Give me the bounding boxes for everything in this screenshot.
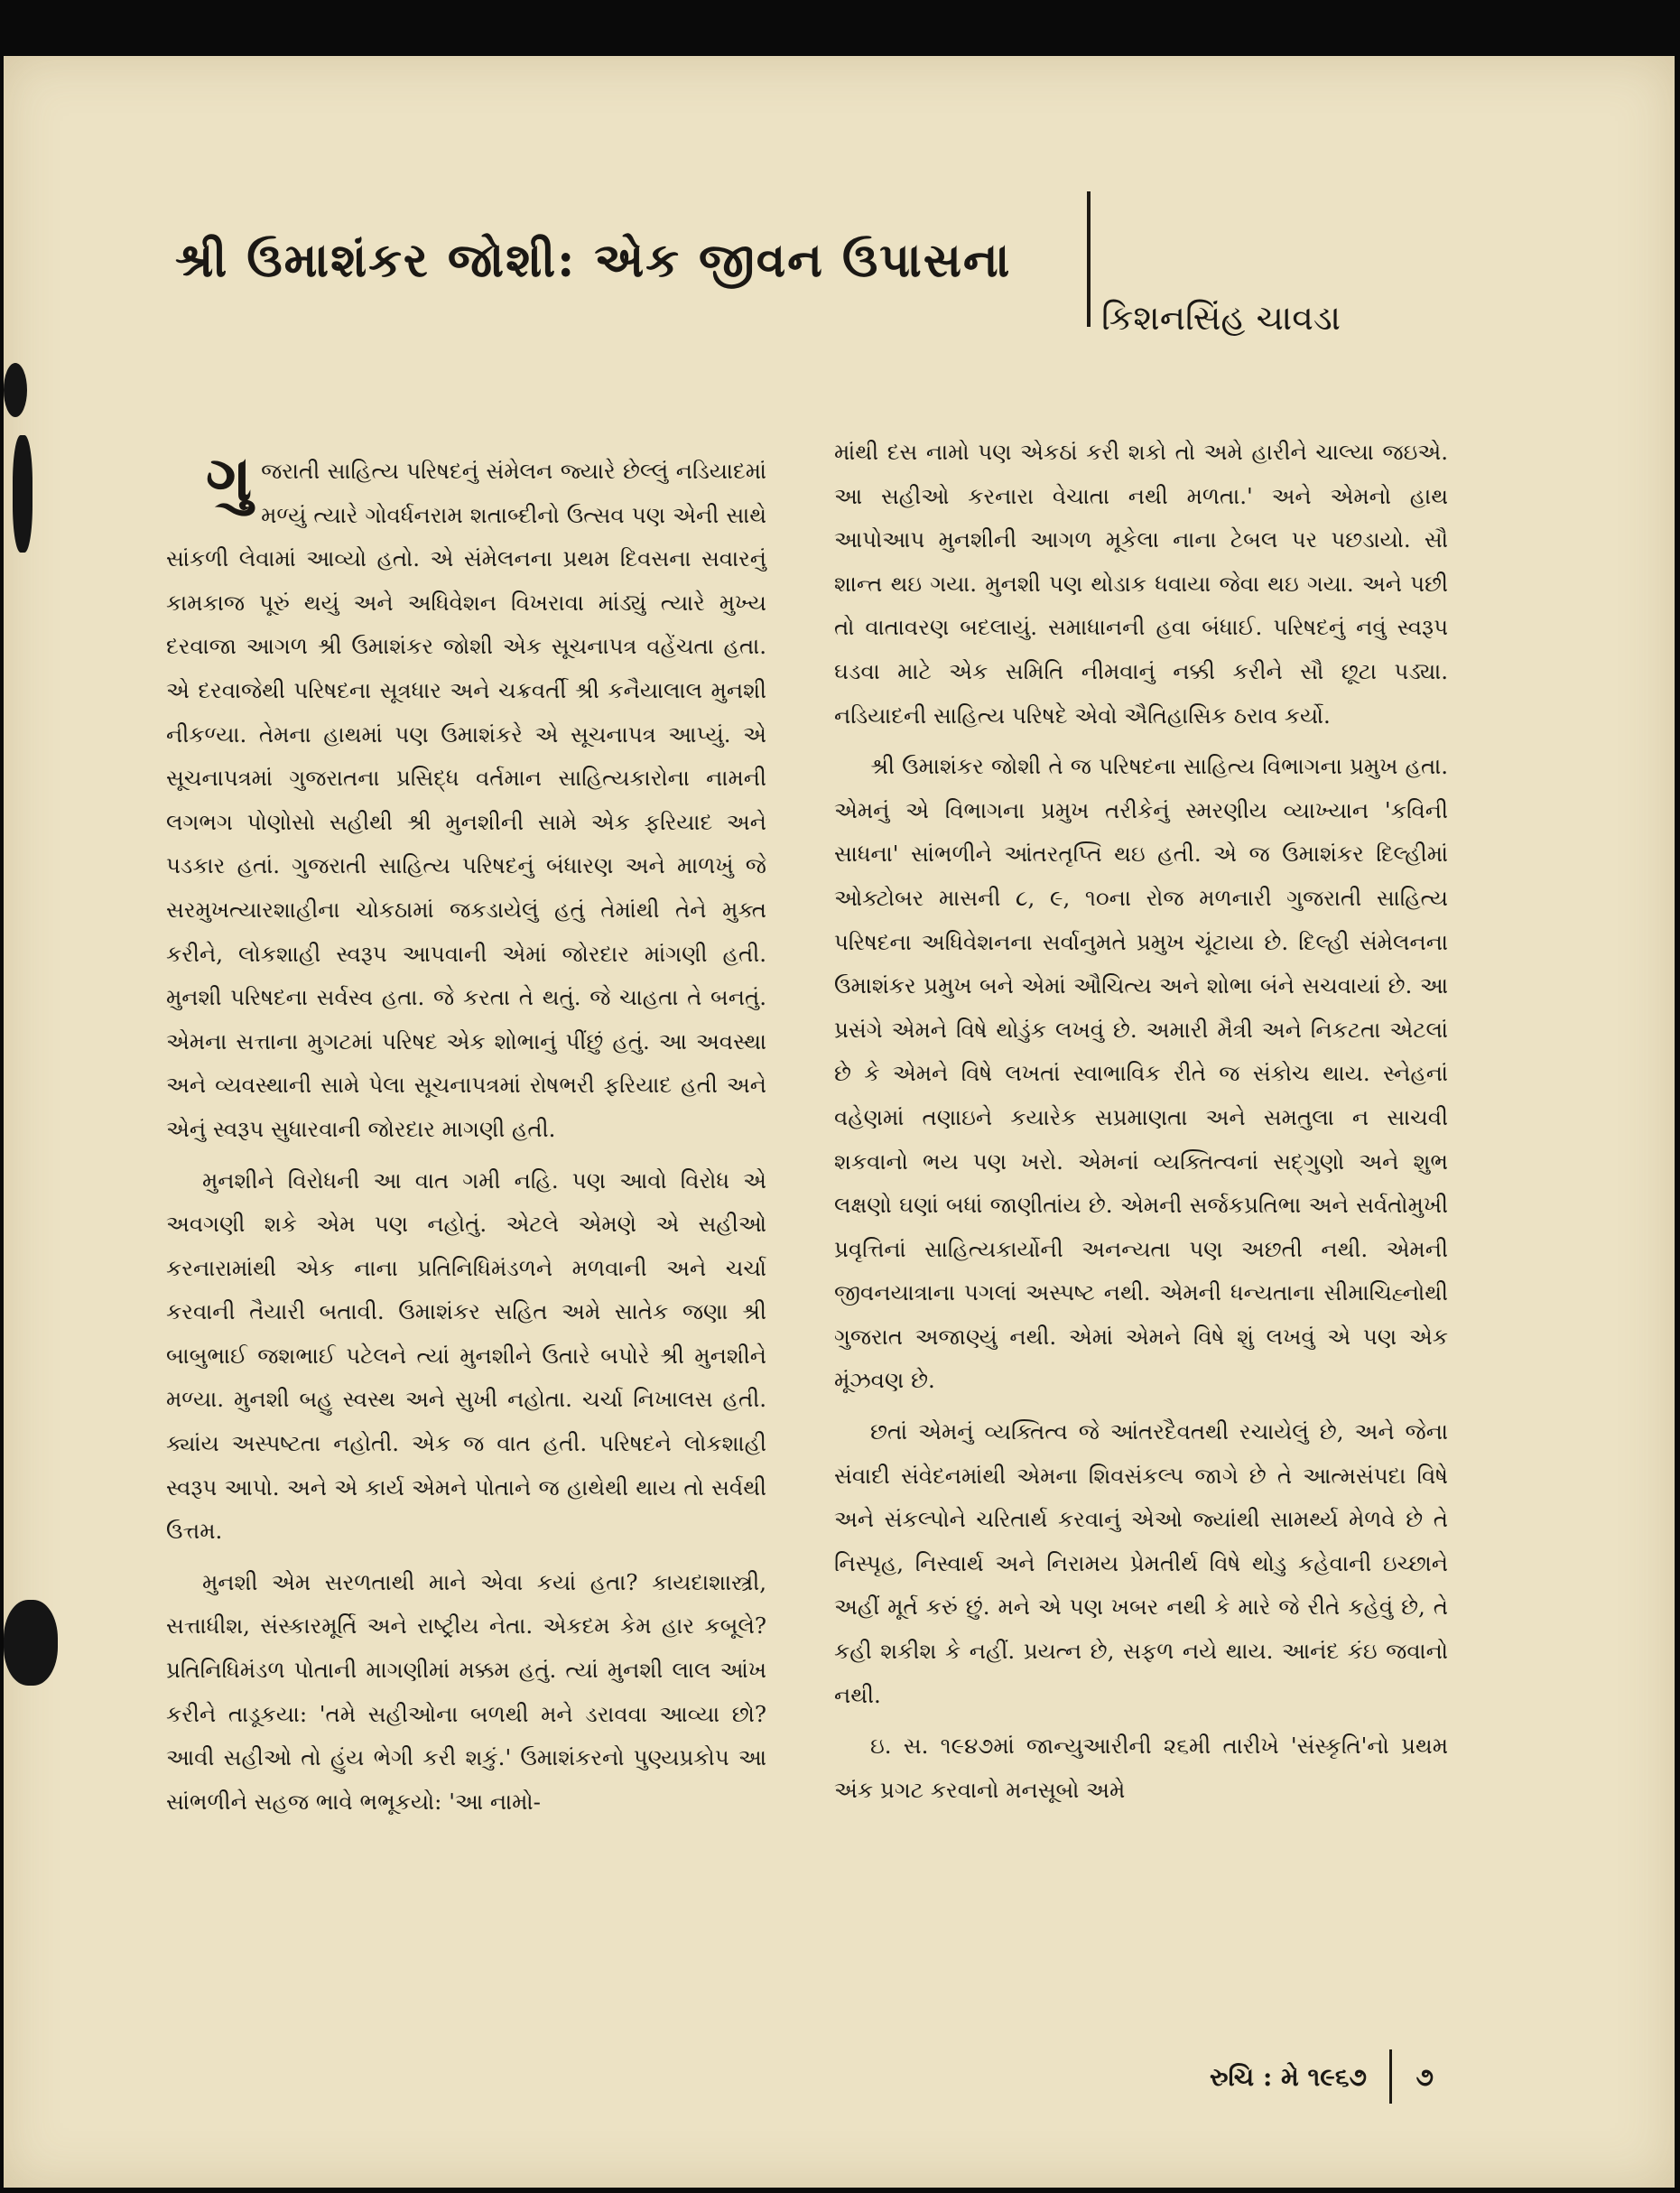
magazine-page [4, 56, 1675, 2188]
paragraph: મુનશીને વિરોધની આ વાત ગમી નહિ. પણ આવો વિરોધ એ અવગણી શકે એમ પણ નહોતું. એટલે એમણે એ સહીઓ કરનારામાંથી એક નાના પ્રતિનિધિમંડળને મળવાની અને ચર્ચા કરવાની તૈયારી બતાવી. ઉમાશંકર સહિત અમે સાતેક જણા શ્રી બાબુભાઈ જશભાઈ પટેલને ત્યાં મુનશીને ઉતારે બપોરે શ્રી મુનશીને મળ્યા. મુનશી બહુ સ્વસ્થ અને સુખી નહોતા. ચર્ચા નિખાલસ હતી. ક્યાંય અસ્પષ્ટતા નહોતી. એક જ વાત હતી. પરિષદને લોકશાહી સ્વરૂપ આપો. અને એ કાર્ય એમને પોતાને જ હાથેથી થાય તો સર્વથી ઉત્તમ. [166, 1166, 766, 1545]
paragraph: છતાં એમનું વ્યક્તિત્વ જે આંતરદૈવતથી રચાયેલું છે, અને જેના સંવાદી સંવેદનમાંથી એમના શિવસંકલ્પ જાગે છે તે આત્મસંપદા વિષે અને સંકલ્પોને ચરિતાર્થ કરવાનું એઓ જ્યાંથી સામર્થ્ય મેળવે છે તે નિસ્પૃહ, નિસ્વાર્થ અને નિરામય પ્રેમતીર્થ વિષે થોડુ કહેવાની ઇચ્છાને અહીં મૂર્ત કરું છું. મને એ પણ ખબર નથી કે મારે જે રીતે કહેવું છે, તે કહી શકીશ કે નહીં. પ્રયત્ન છે, સફળ નયે થાય. આનંદ કંઇ જવાનો નથી. [834, 1418, 1448, 1708]
title-block [175, 191, 1091, 327]
binding-hole-top [4, 363, 27, 417]
article-author: કિશનસિંહ ચાવડા [1101, 298, 1341, 338]
footer-divider [1389, 2049, 1392, 2104]
paragraph: શ્રી ઉમાશંકર જોશી તે જ પરિષદના સાહિત્ય વિભાગના પ્રમુખ હતા. એમનું એ વિભાગના પ્રમુખ તરીકેનું સ્મરણીય વ્યાખ્યાન 'કવિની સાધના' સાંભળીને આંતરતૃપ્તિ થઇ હતી. એ જ ઉમાશંકર દિલ્હીમાં ઓક્ટોબર માસની ૮, ૯, ૧૦ના રોજ મળનારી ગુજરાતી સાહિત્ય પરિષદના અધિવેશનના સર્વાનુમતે પ્રમુખ ચૂંટાયા છે. દિલ્હી સંમેલનના ઉમાશંકર પ્રમુખ બને એમાં ઔચિત્ય અને શોભા બંને સચવાયાં છે. આ પ્રસંગે એમને વિષે થોડુંક લખવું છે. અમારી મૈત્રી અને નિકટતા એટલાં છે કે એમને વિષે લખતાં સ્વાભાવિક રીતે જ સંકોચ થાય. સ્નેહનાં વહેણમાં તણાઇને કયારેક સપ્રમાણતા અને સમતુલા ન સાચવી શકવાનો ભય પણ ખરો. એમનાં વ્યક્તિત્વનાં સદ્ગુણો અને શુભ લક્ષણો ઘણાં બધાં જાણીતાંય છે. એમની સર્જકપ્રતિભા અને સર્વતોમુખી પ્રવૃત્તિનાં સાહિત્યકાર્યોની અનન્યતા પણ અછતી નથી. એમની જીવનયાત્રાના પગલાં અસ્પષ્ટ નથી. એમની ધન્યતાના સીમાચિહ્નોથી ગુજરાત અજાણ્યું નથી. એમાં એમને વિષે શું લખવું એ પણ એક મૂંઝવણ છે. [834, 753, 1448, 1394]
right-column [834, 431, 1448, 1819]
drop-cap: ગુ [206, 441, 253, 516]
page-footer [1159, 2049, 1484, 2104]
paragraph: ઇ. સ. ૧૯૪૭માં જાન્યુઆરીની ૨૬મી તારીખે 'સંસ્કૃતિ'નો પ્રથમ અંક પ્રગટ કરવાનો મનસૂબો અમે [834, 1733, 1448, 1803]
magazine-issue: રુચિ : મે ૧૯૬૭ [1209, 2062, 1367, 2092]
page-number: ૭ [1415, 2062, 1434, 2092]
article-title: શ્રી ઉમાશંકર જોશી: એક જીવન ઉપાસના [175, 233, 1012, 288]
paragraph: મુનશી એમ સરળતાથી માને એવા કયાં હતા? કાયદાશાસ્ત્રી, સત્તાધીશ, સંસ્કારમૂર્તિ અને રાષ્ટ્રીય નેતા. એકદમ કેમ હાર કબૂલે? પ્રતિનિધિમંડળ પોતાની માગણીમાં મક્કમ હતું. ત્યાં મુનશી લાલ આંખ કરીને તાડૂકયા: 'તમે સહીઓના બળથી મને ડરાવવા આવ્યા છો? આવી સહીઓ તો હુંય ભેગી કરી શકું.' ઉમાશંકરનો પુણ્યપ્રકોપ આ સાંભળીને સહજ ભાવે ભભૂકયો: 'આ નામો- [166, 1568, 766, 1815]
left-column [166, 441, 766, 1831]
binding-hole-mid [13, 435, 32, 553]
paragraph: ગુજરાતી સાહિત્ય પરિષદનું સંમેલન જ્યારે છેલ્લું નડિયાદમાં મળ્યું ત્યારે ગોવર્ધનરામ શતાબ્દીનો ઉત્સવ પણ એની સાથે સાંકળી લેવામાં આવ્યો હતો. એ સંમેલનના પ્રથમ દિવસના સવારનું કામકાજ પૂરું થયું અને અધિવેશન વિખરાવા માંડ્યું ત્યારે મુખ્ય દરવાજા આગળ શ્રી ઉમાશંકર જોશી એક સૂચનાપત્ર વહેંચતા હતા. એ દરવાજેથી પરિષદના સૂત્રધાર અને ચક્રવર્તી શ્રી કનૈયાલાલ મુનશી નીકળ્યા. તેમના હાથમાં પણ ઉમાશંકરે એ સૂચનાપત્ર આપ્યું. એ સૂચનાપત્રમાં ગુજરાતના પ્રસિદ્ધ વર્તમાન સાહિત્યકારોના નામની લગભગ પોણોસો સહીથી શ્રી મુનશીની સામે એક ફરિયાદ અને પડકાર હતાં. ગુજરાતી સાહિત્ય પરિષદનું બંધારણ અને માળખું જે સરમુખત્યારશાહીના ચોકઠામાં જકડાયેલું હતું તેમાંથી તેને મુક્ત કરીને, લોકશાહી સ્વરૂપ આપવાની એમાં જોરદાર માંગણી હતી. મુનશી પરિષદના સર્વસ્વ હતા. જે કરતા તે થતું. જે ચાહતા તે બનતું. એમના સત્તાના મુગટમાં પરિષદ એક શોભાનું પીંછું હતું. આ અવસ્થા અને વ્યવસ્થાની સામે પેલા સૂચનાપત્રમાં રોષભરી ફરિયાદ હતી અને એનું સ્વરૂપ સુધારવાની જોરદાર માગણી હતી. [166, 441, 766, 1142]
binding-hole-bottom [4, 1600, 58, 1686]
paragraph: માંથી દસ નામો પણ એકઠાં કરી શકો તો અમે હારીને ચાલ્યા જઇએ. આ સહીઓ કરનારા વેચાતા નથી મળતા.' અને એમનો હાથ આપોઆપ મુનશીની આગળ મૂકેલા નાના ટેબલ પર પછડાયો. સૌ શાન્ત થઇ ગયા. મુનશી પણ થોડાક ધવાયા જેવા થઇ ગયા. અને પછી તો વાતાવરણ બદલાયું. સમાધાનની હવા બંધાઈ. પરિષદનું નવું સ્વરૂપ ઘડવા માટે એક સમિતિ નીમવાનું નક્કી કરીને સૌ છૂટા પડ્યા. નડિયાદની સાહિત્ય પરિષદે એવો ઐતિહાસિક ઠરાવ કર્યો. [834, 439, 1448, 729]
